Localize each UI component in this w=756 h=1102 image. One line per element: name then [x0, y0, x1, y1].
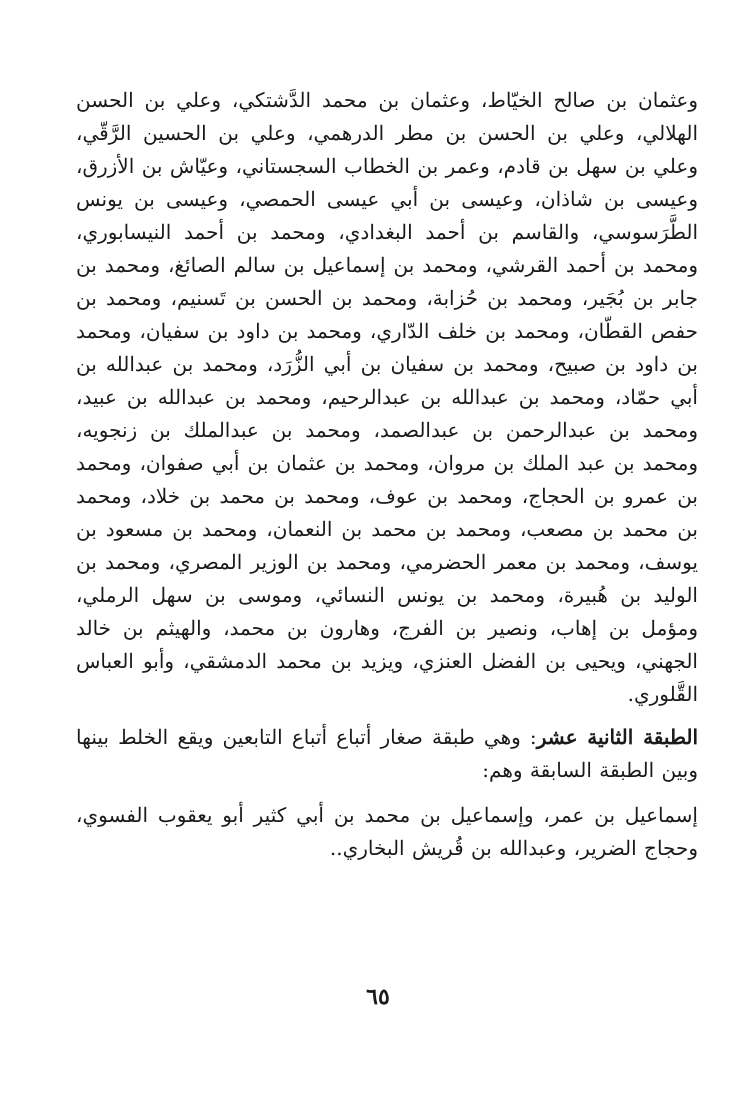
narrators-list-paragraph: وعثمان بن صالح الخيّاط، وعثمان بن محمد الدَّشتكي، وعلي بن الحسن الهلالي، وعلي بن الحسن بن مطر الدرهمي، وعلي بن الحسين الرَّقّي، وعلي بن سهل بن قادم، وعمر بن الخطاب السجستاني، وعيّاش بن الأزرق، وعيسى بن شاذان، وعيسى بن أبي عيسى الحمصي، وعيسى بن يونس الطَّرَسوسي، والقاسم بن أحمد البغدادي، ومحمد بن أحمد النيسابوري، ومحمد بن أحمد القرشي، ومحمد بن إسماعيل بن سالم الصائغ، ومحمد بن جابر بن بُجَير، ومحمد بن حُزابة، ومحمد بن الحسن بن تَسنيم، ومحمد بن حفص القطّان، ومحمد بن خلف الدّاري، ومحمد بن داود بن سفيان، ومحمد بن داود بن صبيح، ومحمد بن سفيان بن أبي الزُّرَد، ومحمد بن عبدالله بن أبي حمّاد، ومحمد بن عبدالله بن عبدالرحيم، ومحمد بن عبدالله بن عبيد، ومحمد بن عبدالرحمن بن عبدالصمد، ومحمد بن عبدالملك بن زنجويه، ومحمد بن عبد الملك بن مروان، ومحمد بن عثمان بن أبي صفوان، ومحمد بن عمرو بن الحجاج، ومحمد بن عوف، ومحمد بن محمد بن خلاد، ومحمد بن محمد بن مصعب، ومحمد بن محمد بن النعمان، ومحمد بن مسعود بن يوسف، ومحمد بن معمر الحضرمي، ومحمد بن الوزير المصري، ومحمد بن الوليد بن هُبيرة، ومحمد بن يونس النسائي، وموسى بن سهل الرملي، ومؤمل بن إهاب، ونصير بن الفرج، وهارون بن محمد، والهيثم بن خالد الجهني، ويحيى بن الفضل العنزي، ويزيد بن محمد الدمشقي، وأبو العباس القَّلوري.	[76, 88, 698, 706]
page-body	[76, 84, 698, 865]
page-number: ٦٥	[366, 984, 390, 1010]
tier-twelve-heading: الطبقة الثانية عشر	[536, 725, 699, 749]
tier-twelve-paragraph	[76, 721, 698, 787]
tier-twelve-narrators-paragraph: إسماعيل بن عمر، وإسماعيل بن محمد بن أبي كثير أبو يعقوب الفسوي، وحجاج الضرير، وعبدالله بن قُريش البخاري..	[76, 803, 698, 860]
tier-twelve-description: : وهي طبقة صغار أتباع أتباع التابعين ويقع الخلط بينها وبين الطبقة السابقة وهم:	[76, 725, 698, 782]
